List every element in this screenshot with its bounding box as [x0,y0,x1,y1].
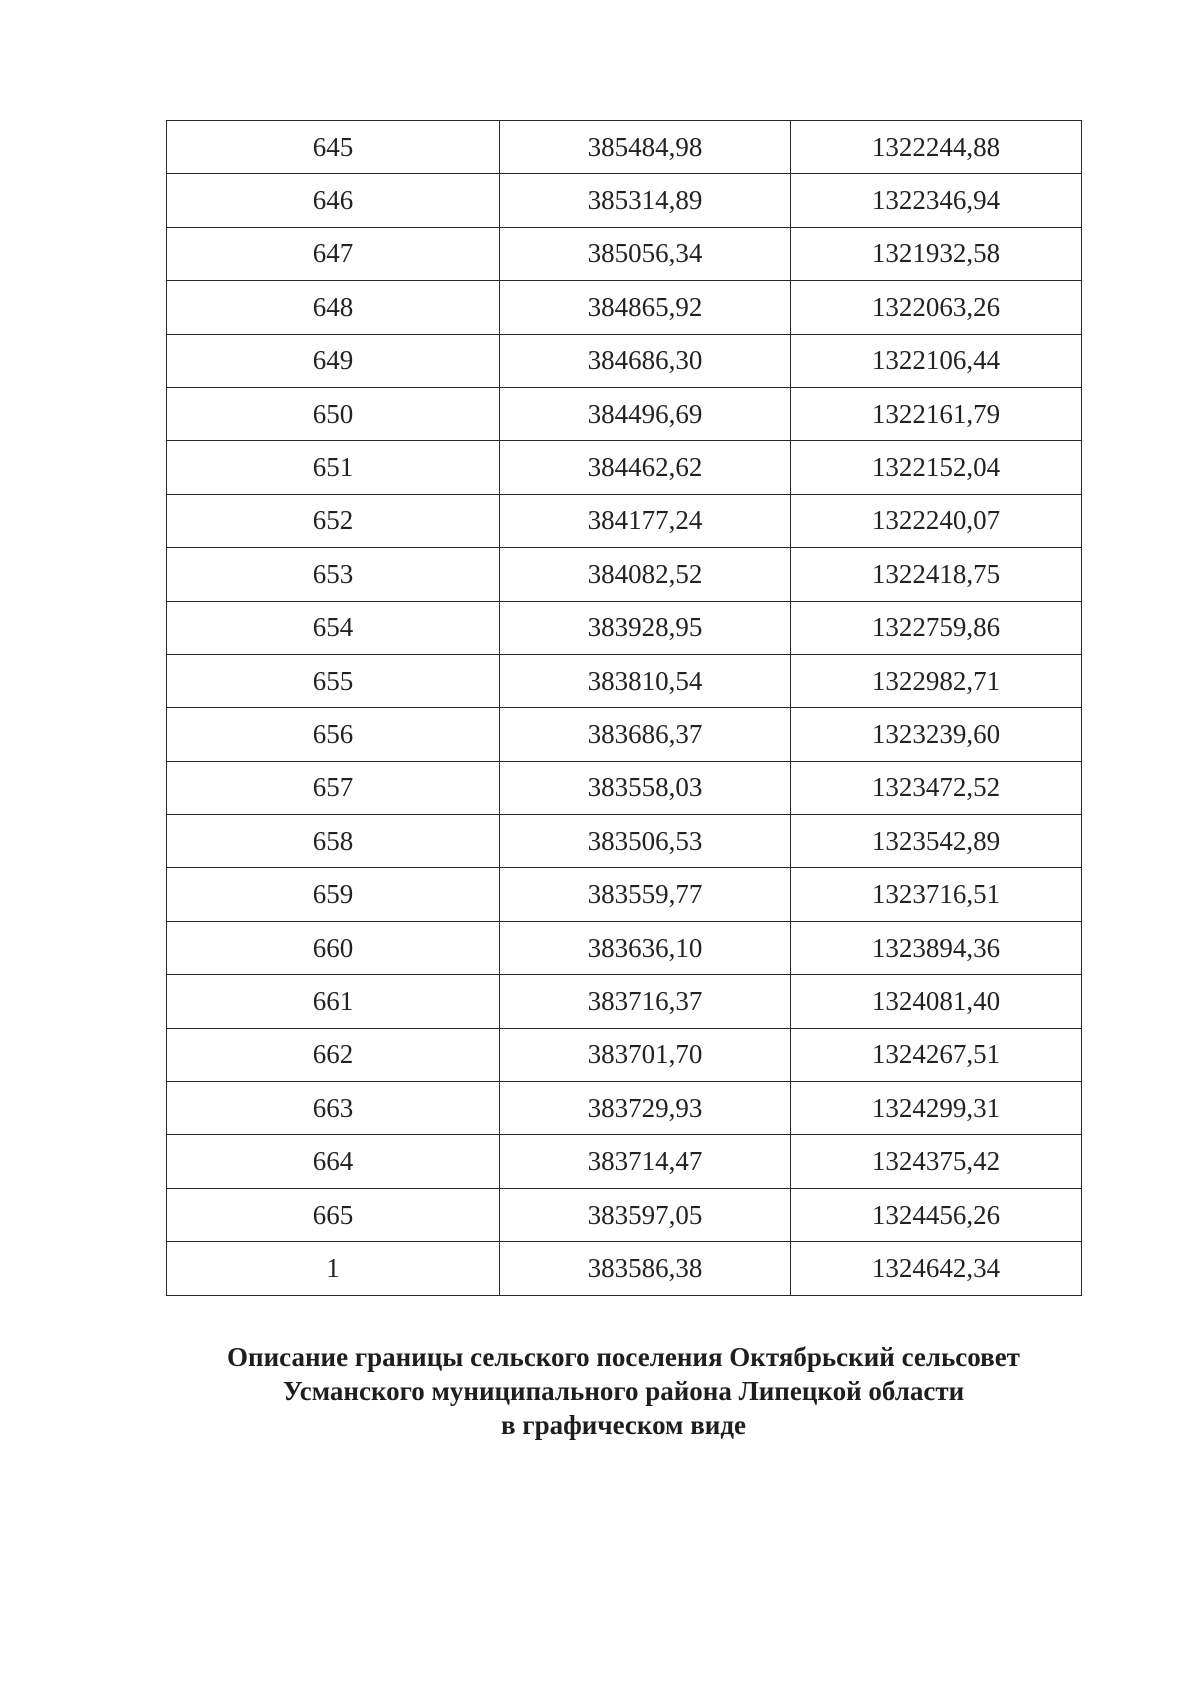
boundary-description-caption [166,1340,1081,1442]
y-coordinate-cell: 1324299,31 [791,1082,1082,1135]
table-row [167,174,1082,227]
table-row [167,334,1082,387]
x-coordinate-cell: 383559,77 [500,868,791,921]
point-number-cell: 646 [167,174,500,227]
x-coordinate-cell: 384686,30 [500,334,791,387]
y-coordinate-cell: 1323894,36 [791,921,1082,974]
x-coordinate-cell: 383597,05 [500,1188,791,1241]
table-row [167,548,1082,601]
table-row [167,815,1082,868]
x-coordinate-cell: 384177,24 [500,494,791,547]
x-coordinate-cell: 383558,03 [500,761,791,814]
x-coordinate-cell: 383686,37 [500,708,791,761]
table-row [167,975,1082,1028]
y-coordinate-cell: 1322418,75 [791,548,1082,601]
point-number-cell: 1 [167,1242,500,1295]
table-row [167,1242,1082,1295]
y-coordinate-cell: 1322759,86 [791,601,1082,654]
point-number-cell: 645 [167,121,500,174]
point-number-cell: 665 [167,1188,500,1241]
point-number-cell: 648 [167,281,500,334]
point-number-cell: 647 [167,227,500,280]
y-coordinate-cell: 1324456,26 [791,1188,1082,1241]
x-coordinate-cell: 383729,93 [500,1082,791,1135]
x-coordinate-cell: 384865,92 [500,281,791,334]
y-coordinate-cell: 1324267,51 [791,1028,1082,1081]
table-row [167,1135,1082,1188]
table-row [167,708,1082,761]
y-coordinate-cell: 1322106,44 [791,334,1082,387]
table-row [167,494,1082,547]
point-number-cell: 664 [167,1135,500,1188]
point-number-cell: 661 [167,975,500,1028]
point-number-cell: 663 [167,1082,500,1135]
x-coordinate-cell: 383586,38 [500,1242,791,1295]
x-coordinate-cell: 383716,37 [500,975,791,1028]
x-coordinate-cell: 384082,52 [500,548,791,601]
x-coordinate-cell: 383810,54 [500,654,791,707]
y-coordinate-cell: 1322240,07 [791,494,1082,547]
point-number-cell: 660 [167,921,500,974]
point-number-cell: 651 [167,441,500,494]
y-coordinate-cell: 1322982,71 [791,654,1082,707]
x-coordinate-cell: 383928,95 [500,601,791,654]
point-number-cell: 658 [167,815,500,868]
x-coordinate-cell: 385484,98 [500,121,791,174]
x-coordinate-cell: 384496,69 [500,387,791,440]
x-coordinate-cell: 383701,70 [500,1028,791,1081]
x-coordinate-cell: 385056,34 [500,227,791,280]
table-row [167,441,1082,494]
point-number-cell: 650 [167,387,500,440]
table-row [167,601,1082,654]
table-row [167,281,1082,334]
coordinates-table-body [167,121,1082,1296]
caption-line-3: в графическом виде [501,1410,746,1440]
table-row [167,121,1082,174]
y-coordinate-cell: 1322161,79 [791,387,1082,440]
table-row [167,1188,1082,1241]
caption-line-2: Усманского муниципального района Липецкой области [282,1376,965,1406]
point-number-cell: 655 [167,654,500,707]
table-row [167,387,1082,440]
table-row [167,868,1082,921]
x-coordinate-cell: 383636,10 [500,921,791,974]
table-row [167,654,1082,707]
y-coordinate-cell: 1322346,94 [791,174,1082,227]
coordinates-table [166,120,1082,1296]
table-row [167,227,1082,280]
y-coordinate-cell: 1323239,60 [791,708,1082,761]
x-coordinate-cell: 383714,47 [500,1135,791,1188]
x-coordinate-cell: 384462,62 [500,441,791,494]
y-coordinate-cell: 1322063,26 [791,281,1082,334]
x-coordinate-cell: 385314,89 [500,174,791,227]
y-coordinate-cell: 1323472,52 [791,761,1082,814]
y-coordinate-cell: 1321932,58 [791,227,1082,280]
point-number-cell: 654 [167,601,500,654]
point-number-cell: 656 [167,708,500,761]
x-coordinate-cell: 383506,53 [500,815,791,868]
y-coordinate-cell: 1323542,89 [791,815,1082,868]
y-coordinate-cell: 1323716,51 [791,868,1082,921]
y-coordinate-cell: 1324375,42 [791,1135,1082,1188]
point-number-cell: 653 [167,548,500,601]
point-number-cell: 652 [167,494,500,547]
table-row [167,761,1082,814]
point-number-cell: 657 [167,761,500,814]
point-number-cell: 649 [167,334,500,387]
y-coordinate-cell: 1322152,04 [791,441,1082,494]
caption-line-1: Описание границы сельского поселения Октябрьский сельсовет [227,1342,1020,1372]
point-number-cell: 662 [167,1028,500,1081]
y-coordinate-cell: 1324081,40 [791,975,1082,1028]
table-row [167,1028,1082,1081]
table-row [167,921,1082,974]
point-number-cell: 659 [167,868,500,921]
table-row [167,1082,1082,1135]
y-coordinate-cell: 1324642,34 [791,1242,1082,1295]
y-coordinate-cell: 1322244,88 [791,121,1082,174]
